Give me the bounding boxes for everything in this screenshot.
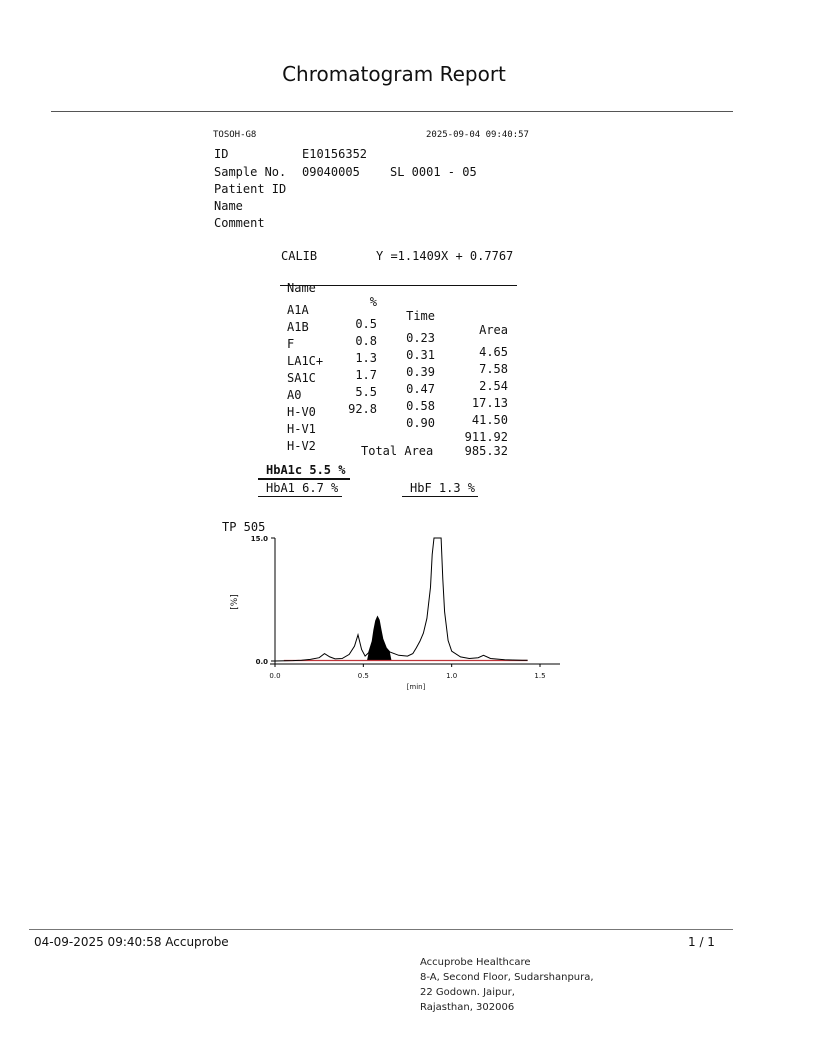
x-axis-label: [min] xyxy=(406,683,426,691)
row-pct: 0.8 xyxy=(355,334,377,348)
col-time: Time xyxy=(406,309,435,323)
row-name: F xyxy=(287,337,295,351)
id-label: ID xyxy=(214,147,229,161)
x-tick-label: 1.0 xyxy=(446,672,458,680)
row-pct: 1.3 xyxy=(355,351,377,365)
row-area: 41.50 xyxy=(471,413,508,427)
y-tick-label: 0.0 xyxy=(255,658,268,666)
page-number: 1 / 1 xyxy=(688,935,715,949)
hbf-result: HbF 1.3 % xyxy=(410,481,476,495)
col-area: Area xyxy=(479,323,508,337)
row-name: A1B xyxy=(287,320,309,334)
row-area: 17.13 xyxy=(471,396,508,410)
chart-title: TP 505 xyxy=(222,520,266,534)
chromatogram-trace xyxy=(275,538,528,661)
row-name: H-V0 xyxy=(287,405,316,419)
sa1c-filled-peak xyxy=(367,617,392,661)
row-pct: 92.8 xyxy=(348,402,377,416)
row-time: 0.90 xyxy=(406,416,435,430)
address-line: 22 Godown. Jaipur, xyxy=(420,987,515,998)
row-time: 0.31 xyxy=(406,348,435,362)
hba1c-underline xyxy=(258,478,350,480)
x-tick-label: 1.5 xyxy=(534,672,546,680)
chromatogram-chart xyxy=(200,512,580,697)
row-pct: 0.5 xyxy=(355,317,377,331)
row-name: A0 xyxy=(287,388,302,402)
report-title: Chromatogram Report xyxy=(282,62,506,86)
sample-value: 09040005 xyxy=(302,165,360,179)
row-name: A1A xyxy=(287,303,309,317)
patient-id-label: Patient ID xyxy=(214,182,287,196)
col-pct: % xyxy=(369,295,377,309)
row-name: LA1C+ xyxy=(287,354,324,368)
row-time: 0.58 xyxy=(406,399,435,413)
table-row xyxy=(287,391,330,419)
id-value: E10156352 xyxy=(302,147,368,161)
row-time: 0.39 xyxy=(406,365,435,379)
row-area: 4.65 xyxy=(479,345,508,359)
x-tick-label: 0.0 xyxy=(269,672,281,680)
row-time: 0.47 xyxy=(406,382,435,396)
plot-layer xyxy=(251,535,560,680)
total-area-label: Total Area xyxy=(361,444,434,458)
hba1c-result: HbA1c 5.5 % xyxy=(266,463,346,477)
table-row xyxy=(287,425,330,453)
row-pct: 5.5 xyxy=(355,385,377,399)
sl-value: SL 0001 - 05 xyxy=(390,165,477,179)
hbf-underline xyxy=(402,496,478,497)
row-area: 2.54 xyxy=(479,379,508,393)
name-label: Name xyxy=(214,199,243,213)
address-line: 8-A, Second Floor, Sudarshanpura, xyxy=(420,972,594,983)
print-timestamp: 04-09-2025 09:40:58 Accuprobe xyxy=(34,935,229,949)
comment-label: Comment xyxy=(214,216,265,230)
table-row xyxy=(287,408,330,436)
hba1-underline xyxy=(258,496,342,497)
address-line: Accuprobe Healthcare xyxy=(420,957,531,968)
calib-equation: Y =1.1409X + 0.7767 xyxy=(376,249,514,263)
run-datetime: 2025-09-04 09:40:57 xyxy=(426,130,529,140)
row-pct: 1.7 xyxy=(355,368,377,382)
col-name: Name xyxy=(287,281,316,295)
row-time: 0.23 xyxy=(406,331,435,345)
row-name: H-V2 xyxy=(287,439,316,453)
lab-address xyxy=(420,955,594,1015)
instrument-name: TOSOH-G8 xyxy=(213,130,257,140)
row-area: 911.92 xyxy=(464,430,508,444)
footer-divider xyxy=(29,929,733,930)
calib-label: CALIB xyxy=(281,249,318,263)
row-area: 7.58 xyxy=(479,362,508,376)
row-name: SA1C xyxy=(287,371,316,385)
table-header-rule xyxy=(280,285,517,286)
row-name: H-V1 xyxy=(287,422,316,436)
y-tick-label: 15.0 xyxy=(250,535,268,543)
address-line: Rajasthan, 302006 xyxy=(420,1002,515,1013)
hba1-result: HbA1 6.7 % xyxy=(266,481,339,495)
sample-label: Sample No. xyxy=(214,165,287,179)
x-tick-label: 0.5 xyxy=(357,672,369,680)
total-area-value: 985.32 xyxy=(464,444,508,458)
y-axis-label: [%] xyxy=(230,594,240,610)
